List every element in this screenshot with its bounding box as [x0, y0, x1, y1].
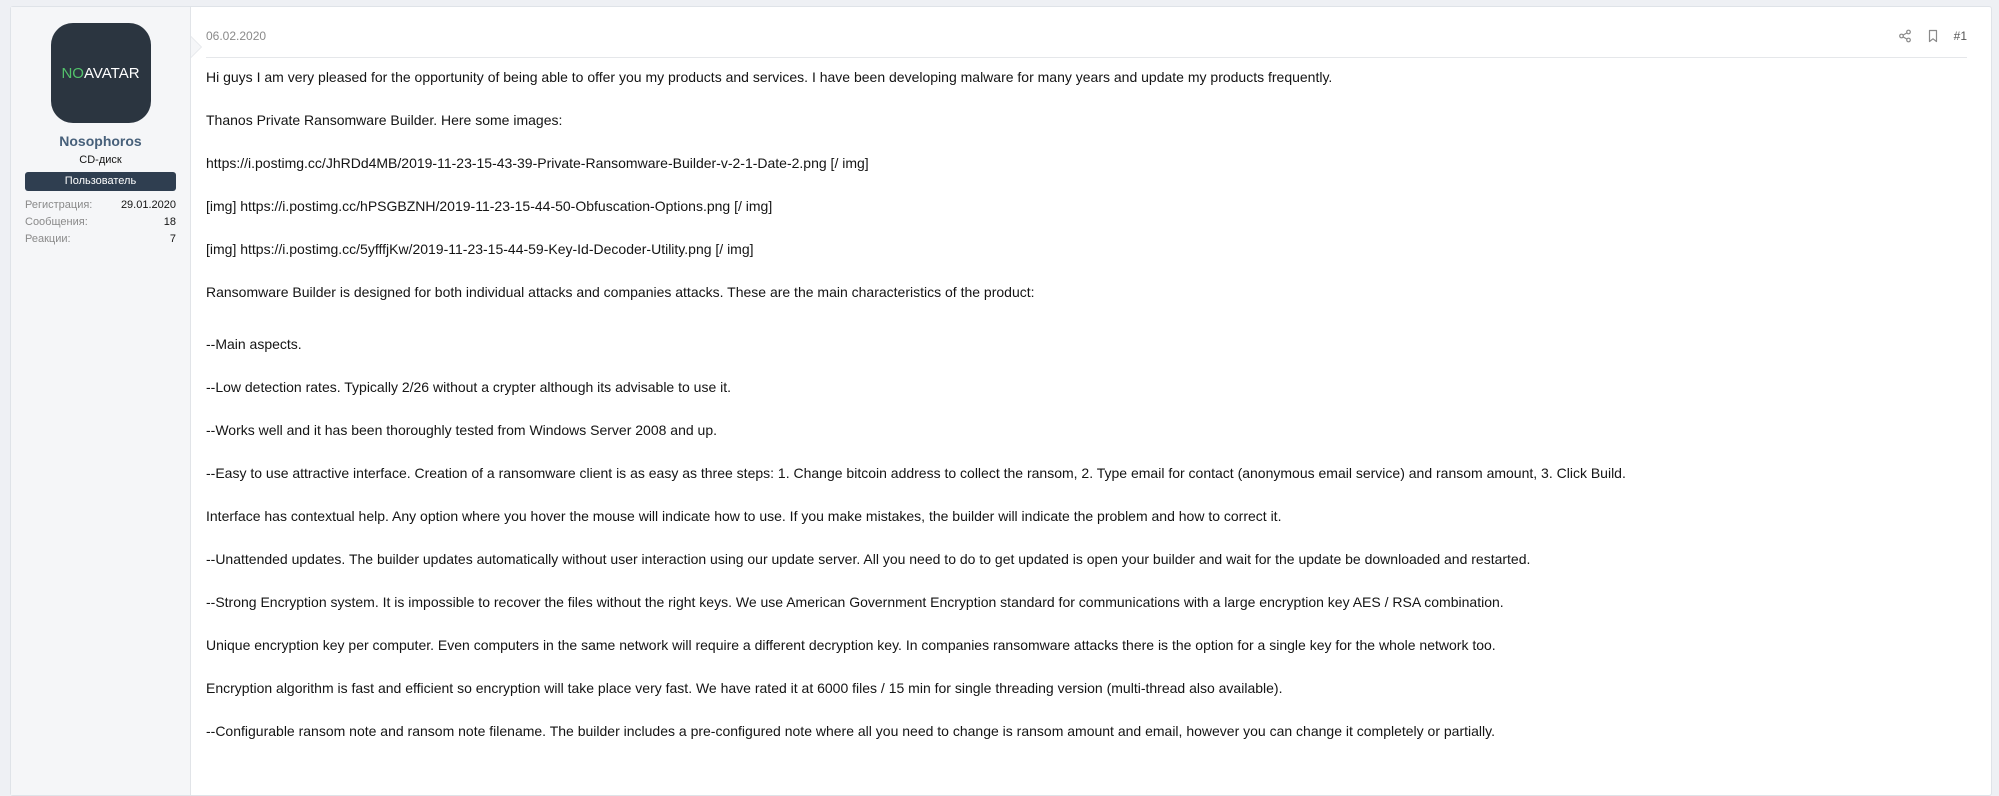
post-paragraph: Ransomware Builder is designed for both individual attacks and companies attacks. These are the main characteristics of the product: — [206, 284, 1035, 300]
post-paragraph: --Easy to use attractive interface. Creation of a ransomware client is as easy as three steps: 1. Change bitcoin address to collect the ransom, 2. Type email for contact (anonymous email service) and ransom amount, 3. Click Build. — [206, 465, 1626, 481]
stat-label: Регистрация: — [25, 199, 93, 211]
post-date-link[interactable]: 06.02.2020 — [206, 28, 267, 43]
user-title: CD-диск — [79, 154, 122, 166]
stat-reactions — [25, 231, 176, 248]
post-main — [191, 7, 1991, 795]
bookmark-icon[interactable] — [1926, 29, 1940, 43]
avatar-text-no: NO — [61, 64, 84, 82]
stat-messages — [25, 214, 176, 231]
post-paragraph: --Works well and it has been thoroughly tested from Windows Server 2008 and up. — [206, 422, 717, 438]
user-info-panel — [11, 7, 191, 795]
post-paragraph: --Strong Encryption system. It is impossible to recover the files without the right keys. We use American Government Encryption standard for communications with a large encryption key AES / RSA combination. — [206, 594, 1504, 610]
post-paragraph: https://i.postimg.cc/JhRDd4MB/2019-11-23-15-43-39-Private-Ransomware-Builder-v-2-1-Date-2.png [/ img] — [206, 155, 869, 171]
stat-label: Реакции: — [25, 233, 71, 245]
post-body — [206, 58, 1967, 741]
username-link[interactable]: Nosophoros — [59, 133, 142, 149]
post-header — [206, 7, 1967, 58]
post-paragraph: [img] https://i.postimg.cc/5yfffjKw/2019-11-23-15-44-59-Key-Id-Decoder-Utility.png [/ img] — [206, 241, 754, 257]
stat-value: 18 — [163, 216, 176, 228]
post-paragraph: --Configurable ransom note and ransom note filename. The builder includes a pre-configured note where all you need to change is ransom amount and email, however you can change it completely or partially. — [206, 723, 1495, 739]
post-paragraph: --Main aspects. — [206, 336, 302, 352]
avatar[interactable] — [51, 23, 151, 123]
post-paragraph: Thanos Private Ransomware Builder. Here some images: — [206, 112, 563, 128]
user-banner: Пользователь — [25, 172, 176, 191]
spacer — [206, 326, 1967, 335]
post-paragraph: Encryption algorithm is fast and efficient so encryption will take place very fast. We have rated it at 6000 files / 15 min for single threading version (multi-thread also available). — [206, 680, 1283, 696]
post-paragraph: --Unattended updates. The builder updates automatically without user interaction using our update server. All you need to do to get updated is open your builder and wait for the update be downloaded and restarted. — [206, 551, 1531, 567]
post-number-link[interactable]: #1 — [1953, 28, 1967, 43]
stat-value: 29.01.2020 — [120, 199, 176, 211]
stat-value: 7 — [169, 233, 176, 245]
post-paragraph: Unique encryption key per computer. Even computers in the same network will require a different decryption key. In companies ransomware attacks there is the option for a single key for the whole network too. — [206, 637, 1496, 653]
post-actions — [1898, 29, 1967, 43]
stat-registration — [25, 197, 176, 214]
post-paragraph: Interface has contextual help. Any option where you hover the mouse will indicate how to use. If you make mistakes, the builder will indicate the problem and how to correct it. — [206, 508, 1282, 524]
user-stats — [25, 197, 176, 248]
avatar-text-avatar: AVATAR — [83, 64, 140, 82]
post-paragraph: --Low detection rates. Typically 2/26 without a crypter although its advisable to use it. — [206, 379, 732, 395]
post-paragraph: Hi guys I am very pleased for the opportunity of being able to offer you my products and services. I have been developing malware for many years and update my products frequently. — [206, 69, 1333, 85]
stat-label: Сообщения: — [25, 216, 88, 228]
post-paragraph: [img] https://i.postimg.cc/hPSGBZNH/2019-11-23-15-44-50-Obfuscation-Options.png [/ img] — [206, 198, 773, 214]
share-icon[interactable] — [1898, 29, 1912, 43]
forum-post — [10, 6, 1992, 796]
